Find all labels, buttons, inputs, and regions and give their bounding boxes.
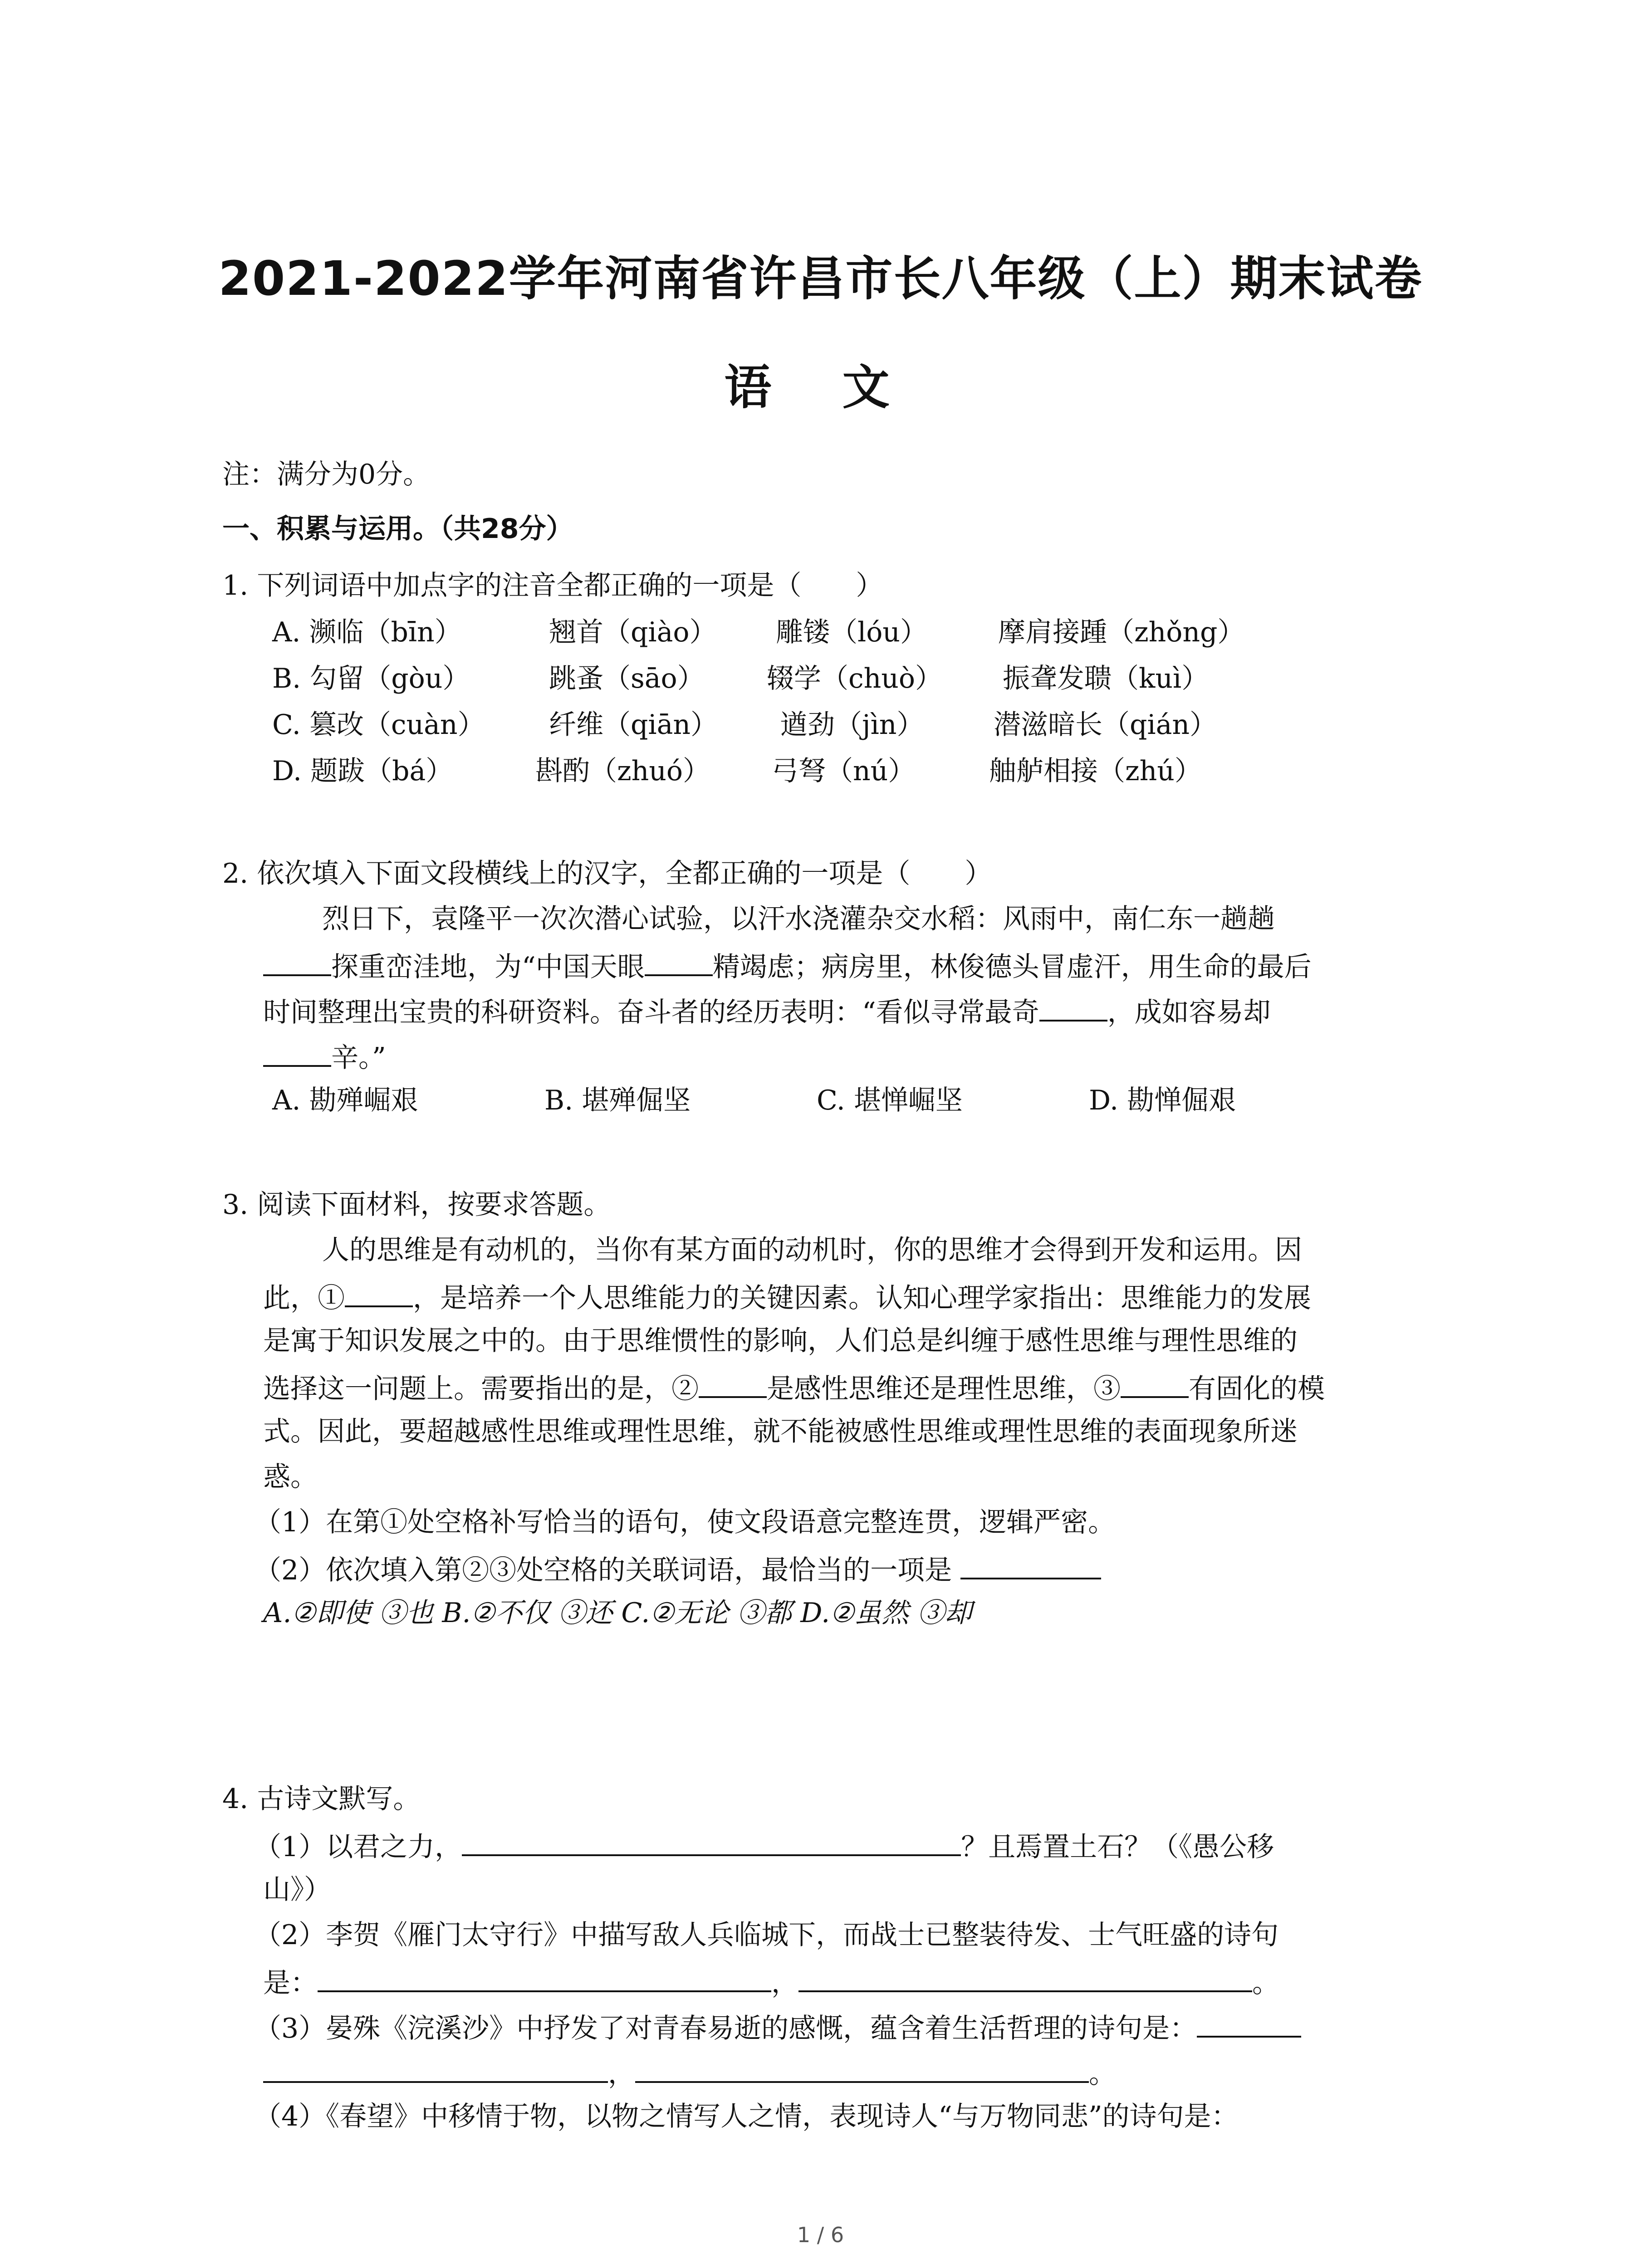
q3-sub2-options: A.②即使 ③也 B.②不仅 ③还 C.②无论 ③都 D.②虽然 ③却 <box>263 1597 972 1629</box>
q2-passage-line1: 烈日下，袁隆平一次次潜心试验，以汗水浇灌杂交水稻：风雨中，南仁东一趟趟 <box>322 903 1275 935</box>
fill-blank[interactable] <box>645 948 713 976</box>
q1-option-b1: B. 勾留（gòu） <box>272 663 470 694</box>
q1-option-d2: 斟酌（zhuó） <box>535 755 710 787</box>
q4-s3-blanks: ， 。 <box>263 2055 1116 2090</box>
q1-option-b2: 跳蚤（sāo） <box>549 663 705 694</box>
q1-option-c4: 潜滋暗长（qián） <box>994 709 1217 741</box>
q2-stem: 2. 依次填入下面文段横线上的汉字，全都正确的一项是（ ） <box>222 858 992 890</box>
fill-blank[interactable] <box>345 1279 413 1307</box>
answer-blank[interactable] <box>462 1828 961 1856</box>
q2-option-a: A. 勘殚崛艰 <box>272 1085 418 1116</box>
q1-option-a1: A. 濒临（bīn） <box>272 616 462 648</box>
q4-s1: （1）以君之力， ？且焉置土石？（《愚公移 <box>254 1828 1274 1863</box>
q3-sub1: （1）在第①处空格补写恰当的语句，使文段语意完整连贯，逻辑严密。 <box>254 1506 1116 1538</box>
q1-option-a4: 摩肩接踵（zhǒng） <box>998 616 1245 648</box>
q4-s1-end: 山》） <box>263 1874 331 1906</box>
section-heading: 一、积累与运用。（共28分） <box>222 513 573 545</box>
q1-option-a3: 雕镂（lóu） <box>776 616 927 648</box>
q1-option-b4: 振聋发聩（kuì） <box>1003 663 1209 694</box>
fill-blank[interactable] <box>263 1039 331 1067</box>
exam-title: 2021-2022学年河南省许昌市长八年级（上）期末试卷 <box>218 251 1423 306</box>
answer-blank[interactable] <box>798 1964 1252 1992</box>
answer-blank[interactable] <box>960 1551 1101 1579</box>
page-number: 1 / 6 <box>797 2223 844 2247</box>
fill-blank[interactable] <box>263 948 331 976</box>
q1-option-d1: D. 题跋（bá） <box>272 755 453 787</box>
q1-option-c2: 纤维（qiān） <box>549 709 718 741</box>
q3-sub2: （2）依次填入第②③处空格的关联词语，最恰当的一项是 <box>254 1551 1101 1587</box>
q1-option-d3: 弓弩（nú） <box>771 755 916 787</box>
q4-s2: （2）李贺《雁门太守行》中描写敌人兵临城下，而战士已整装待发、士气旺盛的诗句 <box>254 1919 1279 1951</box>
q4-stem: 4. 古诗文默写。 <box>222 1783 421 1815</box>
q1-option-c3: 遒劲（jìn） <box>780 709 924 741</box>
q3-passage-line4: 选择这一问题上。需要指出的是，② 是感性思维还是理性思维，③ 有固化的模 <box>263 1370 1325 1405</box>
q3-passage-line6: 惑。 <box>263 1461 318 1493</box>
q4-s4: （4）《春望》中移情于物，以物之情写人之情，表现诗人“与万物同悲”的诗句是： <box>254 2101 1239 2132</box>
q1-stem: 1. 下列词语中加点字的注音全都正确的一项是（ ） <box>222 570 883 601</box>
answer-blank[interactable] <box>1197 2009 1301 2038</box>
q2-option-d: D. 勘惮倔艰 <box>1089 1085 1236 1116</box>
q3-passage-line2: 此，① ，是培养一个人思维能力的关键因素。认知心理学家指出：思维能力的发展 <box>263 1279 1311 1315</box>
q2-passage-line2: 探重峦洼地，为“中国天眼 精竭虑；病房里，林俊德头冒虚汗，用生命的最后 <box>263 948 1312 983</box>
q3-passage-line1: 人的思维是有动机的，当你有某方面的动机时，你的思维才会得到开发和运用。因 <box>322 1234 1302 1266</box>
q1-option-d4: 舳舻相接（zhú） <box>989 755 1202 787</box>
fill-blank[interactable] <box>699 1370 767 1398</box>
q4-s3: （3）晏殊《浣溪沙》中抒发了对青春易逝的感慨，蕴含着生活哲理的诗句是： <box>254 2009 1301 2045</box>
q2-option-c: C. 堪惮崛坚 <box>817 1085 963 1116</box>
q3-passage-line5: 式。因此，要超越感性思维或理性思维，就不能被感性思维或理性思维的表面现象所迷 <box>263 1416 1298 1447</box>
q3-stem: 3. 阅读下面材料，按要求答题。 <box>222 1189 611 1221</box>
answer-blank[interactable] <box>318 1964 771 1992</box>
q3-passage-line3: 是寓于知识发展之中的。由于思维惯性的影响，人们总是纠缠于感性思维与理性思维的 <box>263 1325 1298 1357</box>
answer-blank[interactable] <box>635 2055 1089 2083</box>
answer-blank[interactable] <box>263 2055 608 2083</box>
q2-option-b: B. 堪殚倔坚 <box>544 1085 691 1116</box>
fill-blank[interactable] <box>1039 993 1107 1022</box>
q2-passage-line3: 时间整理出宝贵的科研资料。奋斗者的经历表明：“看似寻常最奇 ，成如容易却 <box>263 993 1271 1029</box>
q4-s2-blanks: 是： ， 。 <box>263 1964 1279 1999</box>
fill-blank[interactable] <box>1121 1370 1189 1398</box>
q2-passage-line4: 辛。” <box>263 1039 386 1074</box>
score-note: 注：满分为0分。 <box>222 459 431 490</box>
q1-option-c1: C. 篡改（cuàn） <box>272 709 485 741</box>
q1-option-a2: 翘首（qiào） <box>549 616 717 648</box>
q1-option-b3: 辍学（chuò） <box>767 663 943 694</box>
exam-subject: 语 文 <box>724 360 917 415</box>
